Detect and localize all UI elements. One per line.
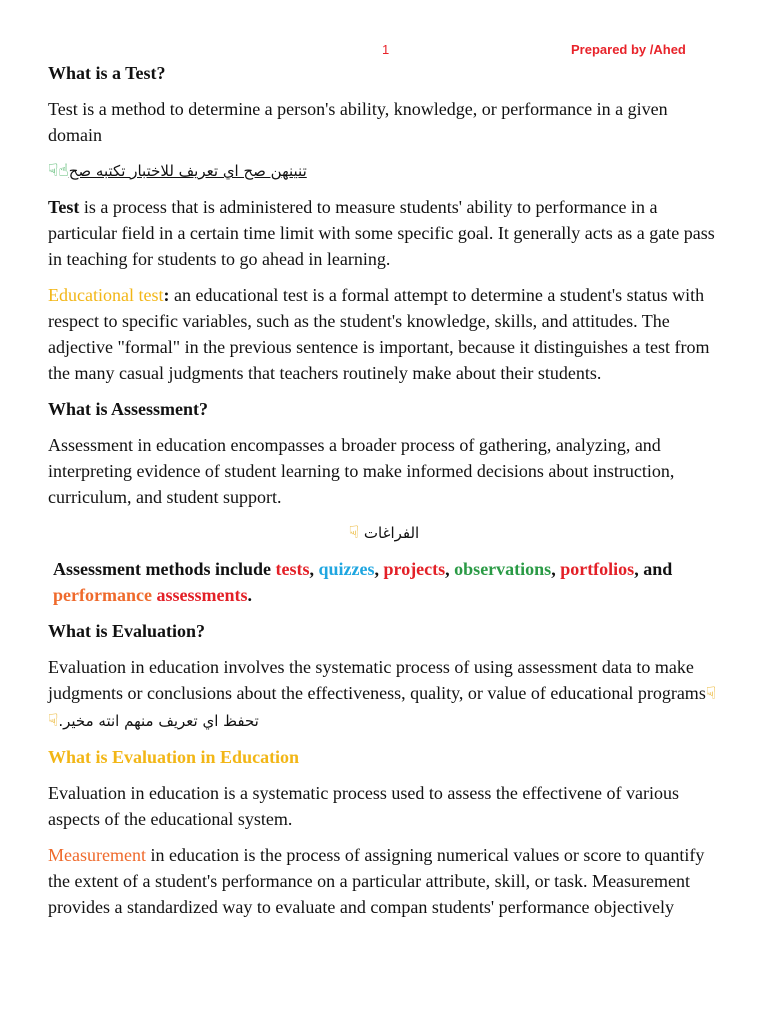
assessment-methods: Assessment methods include tests, quizzes, projects, observations, portfolios, and performance assessments. [53,559,673,605]
test-definition: Test is a method to determine a person's ability, knowledge, or performance in a given domain [48,99,668,145]
test-term: Test [48,197,80,217]
page-number: 1 [382,42,390,57]
arabic-note-assessment-text: الفراغات [363,524,420,542]
educational-test-body: an educational test is a formal attempt to determine a student's status with respect to specific variables, such as the student's knowledge, skills, and attitudes. The adjective "formal" in the previous sentence is important, because it distinguishes a test from the many casual judgments that teachers routinely make about their students. [48,285,710,383]
heading-what-is-assessment: What is Assessment? [48,399,209,419]
educational-test-paragraph [48,282,720,386]
arabic-note-text: تنينهن صح اي تعريف للاختبار تكتبه صح [68,162,307,180]
pointing-hand-icon: ☟ [48,161,59,181]
measurement-term: Measurement [48,845,146,865]
educational-test-colon: : [163,285,170,305]
method-observations: observations [454,559,552,579]
document-body [48,60,720,930]
pointing-hand-icon: ☟☟ [48,684,717,731]
heading-evaluation-in-education: What is Evaluation in Education [48,747,300,767]
pointing-hand-icon: ☝ [58,161,69,181]
arabic-note-test [48,158,720,184]
heading-what-is-test: What is a Test? [48,63,166,83]
assessment-methods-lead: Assessment methods include [53,559,276,579]
page-header [0,42,768,62]
evaluation-paragraph [48,654,720,734]
method-portfolios: portfolios [560,559,635,579]
prepared-by: Prepared by /Ahed [571,42,686,57]
test-paragraph [48,194,720,272]
method-tests: tests [275,559,310,579]
evaluation-body: Evaluation in education involves the systematic process of using assessment data to make judgments or conclusions about the effectiveness, quality, or value of educational programs [48,657,706,703]
method-projects: projects [383,559,446,579]
method-quizzes: quizzes [318,559,375,579]
educational-test-term: Educational test [48,285,164,305]
measurement-body: in education is the process of assigning numerical values or score to quantify the extent of a student's performance on a particular attribute, skill, or task. Measurement provides a standardized way to evaluate and compan students' performance objectively [48,845,705,917]
pointing-hand-icon: ☟ [348,523,360,543]
method-performance: performance [53,585,152,605]
arabic-note-evaluation: تحفظ اي تعريف منهم انته مخير. [58,712,259,730]
test-paragraph-body: is a process that is administered to measure students' ability to performance in a particular field in a certain time limit with some specific goal. It generally acts as a gate pass in teaching for students to go ahead in learning. [48,197,715,269]
heading-what-is-evaluation: What is Evaluation? [48,621,206,641]
assessment-paragraph: Assessment in education encompasses a broader process of gathering, analyzing, and interpreting evidence of student learning to make informed decisions about instruction, curriculum, and student support. [48,435,675,507]
method-assessments: assessments [156,585,248,605]
evaluation-in-education-paragraph: Evaluation in education is a systematic process used to assess the effectivene of various aspects of the educational system. [48,783,679,829]
arabic-note-assessment [48,520,720,546]
measurement-paragraph [48,842,720,920]
